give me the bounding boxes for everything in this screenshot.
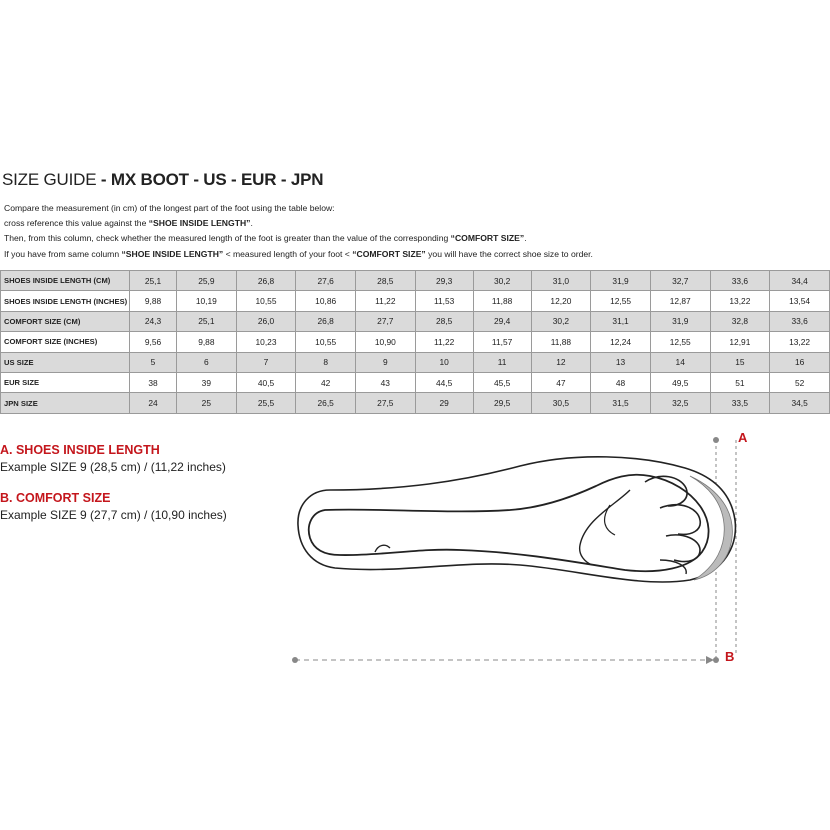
table-cell: 30,2 [473, 271, 531, 291]
legend-b-example: Example SIZE 9 (27,7 cm) / (10,90 inches) [0, 508, 227, 522]
table-cell: 42 [296, 372, 356, 392]
table-cell: 10,55 [296, 332, 356, 352]
intro-line-2-a: cross reference this value against the [4, 218, 149, 229]
table-cell: 25,1 [177, 311, 237, 331]
table-cell: 11,22 [355, 291, 415, 311]
table-cell: 13,54 [770, 291, 830, 311]
table-cell: 29 [415, 393, 473, 413]
table-cell: 32,7 [650, 271, 710, 291]
table-cell: 51 [710, 372, 770, 392]
table-cell: 14 [650, 352, 710, 372]
intro-line-2-c: . [250, 218, 253, 229]
title-prefix: SIZE GUIDE [2, 170, 97, 189]
table-row-label: SHOES INSIDE LENGTH (CM) [1, 271, 130, 291]
table-cell: 25,9 [177, 271, 237, 291]
intro-line-2-b: “SHOE INSIDE LENGTH” [148, 218, 251, 229]
table-cell: 11,22 [415, 332, 473, 352]
table-cell: 15 [710, 352, 770, 372]
table-cell: 31,0 [531, 271, 591, 291]
table-cell: 5 [130, 352, 177, 372]
table-cell: 10,90 [355, 332, 415, 352]
table-cell: 33,6 [710, 271, 770, 291]
table-row-label: COMFORT SIZE (INCHES) [1, 332, 130, 352]
intro-line-3-a: Then, from this column, check whether the measured length of the foot is greater than the value of the corresponding [4, 233, 451, 244]
table-cell: 11 [473, 352, 531, 372]
intro-line-4-d: “COMFORT SIZE” [352, 248, 426, 259]
table-cell: 24,3 [130, 311, 177, 331]
table-cell: 29,3 [415, 271, 473, 291]
table-cell: 45,5 [473, 372, 531, 392]
table-cell: 48 [591, 372, 651, 392]
table-row-label: SHOES INSIDE LENGTH (INCHES) [1, 291, 130, 311]
table-cell: 34,4 [770, 271, 830, 291]
table-cell: 26,0 [236, 311, 296, 331]
table-cell: 31,1 [591, 311, 651, 331]
table-cell: 27,6 [296, 271, 356, 291]
table-cell: 30,2 [531, 311, 591, 331]
table-cell: 25 [177, 393, 237, 413]
table-cell: 12,91 [710, 332, 770, 352]
legend-b-heading: B. COMFORT SIZE [0, 491, 111, 505]
table-cell: 44,5 [415, 372, 473, 392]
table-cell: 12,55 [591, 291, 651, 311]
table-cell: 32,8 [710, 311, 770, 331]
table-cell: 25,5 [236, 393, 296, 413]
table-cell: 9,56 [130, 332, 177, 352]
table-cell: 49,5 [650, 372, 710, 392]
table-cell: 13,22 [770, 332, 830, 352]
table-cell: 12 [531, 352, 591, 372]
table-cell: 31,9 [591, 271, 651, 291]
table-cell: 13,22 [710, 291, 770, 311]
table-cell: 10,23 [236, 332, 296, 352]
table-cell: 33,6 [770, 311, 830, 331]
marker-b: B [725, 649, 735, 664]
table-cell: 11,53 [415, 291, 473, 311]
intro-line-4-a: If you have from same column [4, 248, 122, 259]
legend-a-heading: A. SHOES INSIDE LENGTH [0, 443, 160, 457]
table-cell: 47 [531, 372, 591, 392]
table-cell: 26,8 [296, 311, 356, 331]
table-cell: 28,5 [415, 311, 473, 331]
table-cell: 10,55 [236, 291, 296, 311]
table-cell: 11,88 [531, 332, 591, 352]
table-cell: 31,9 [650, 311, 710, 331]
table-cell: 11,57 [473, 332, 531, 352]
intro-line-4-c: < measured length of your foot < [223, 248, 353, 259]
table-cell: 13 [591, 352, 651, 372]
marker-a: A [738, 430, 748, 445]
table-row-label: JPN SIZE [1, 393, 130, 413]
table-cell: 30,5 [531, 393, 591, 413]
table-row-label: EUR SIZE [1, 372, 130, 392]
table-cell: 12,55 [650, 332, 710, 352]
intro-line-3-c: . [524, 233, 527, 244]
table-cell: 9 [355, 352, 415, 372]
table-cell: 11,88 [473, 291, 531, 311]
table-cell: 32,5 [650, 393, 710, 413]
legend-a-example: Example SIZE 9 (28,5 cm) / (11,22 inches) [0, 460, 226, 474]
table-cell: 7 [236, 352, 296, 372]
table-row-label: US SIZE [1, 352, 130, 372]
table-cell: 29,4 [473, 311, 531, 331]
table-cell: 6 [177, 352, 237, 372]
intro-line-3-b: “COMFORT SIZE” [450, 233, 525, 244]
table-cell: 9,88 [130, 291, 177, 311]
table-cell: 8 [296, 352, 356, 372]
table-cell: 26,8 [236, 271, 296, 291]
table-cell: 52 [770, 372, 830, 392]
table-cell: 26,5 [296, 393, 356, 413]
table-cell: 28,5 [355, 271, 415, 291]
table-cell: 12,24 [591, 332, 651, 352]
table-cell: 31,5 [591, 393, 651, 413]
table-cell: 12,87 [650, 291, 710, 311]
intro-line-4-e: you will have the correct shoe size to order. [425, 248, 593, 259]
table-cell: 43 [355, 372, 415, 392]
table-cell: 27,7 [355, 311, 415, 331]
table-cell: 38 [130, 372, 177, 392]
table-row-label: COMFORT SIZE (CM) [1, 311, 130, 331]
table-cell: 39 [177, 372, 237, 392]
table-cell: 34,5 [770, 393, 830, 413]
table-cell: 24 [130, 393, 177, 413]
table-cell: 16 [770, 352, 830, 372]
table-cell: 9,88 [177, 332, 237, 352]
intro-line-1-text: Compare the measurement (in cm) of the longest part of the foot using the table below: [4, 203, 335, 213]
title-main: - MX BOOT - US - EUR - JPN [96, 170, 324, 189]
table-cell: 40,5 [236, 372, 296, 392]
dimension-point-a [713, 437, 719, 443]
table-cell: 25,1 [130, 271, 177, 291]
table-cell: 27,5 [355, 393, 415, 413]
dimension-arrow [706, 656, 714, 664]
table-cell: 10,86 [296, 291, 356, 311]
dimension-point-start [292, 657, 298, 663]
table-cell: 33,5 [710, 393, 770, 413]
table-cell: 10 [415, 352, 473, 372]
table-cell: 10,19 [177, 291, 237, 311]
intro-line-4-b: “SHOE INSIDE LENGTH” [121, 248, 224, 259]
table-cell: 29,5 [473, 393, 531, 413]
table-cell: 12,20 [531, 291, 591, 311]
